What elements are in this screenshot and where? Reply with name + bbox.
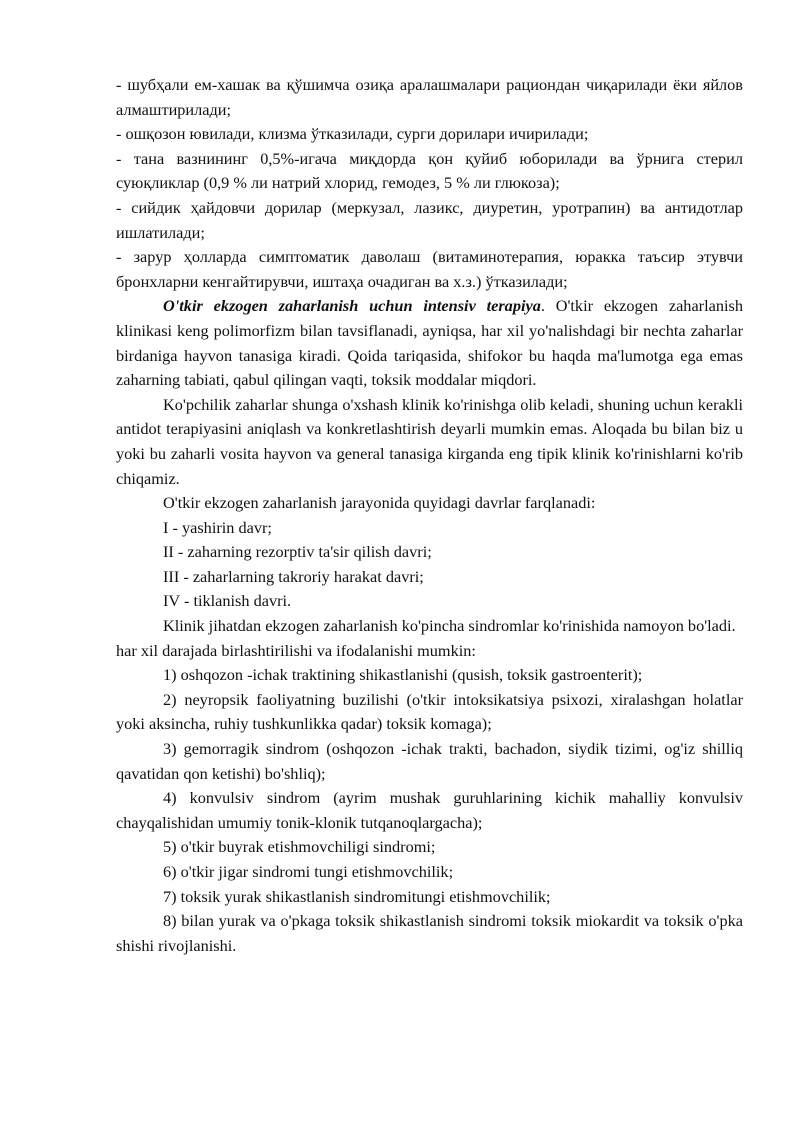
paragraph-5: - зарур ҳолларда симптоматик даволаш (витаминотерапия, юракка таъсир этувчи бронхларни кенгайтирувчи, иштаҳа очадиган ва х.з.) ўтказилади;	[116, 247, 743, 291]
syndrome-item-1: 1) oshqozon -ichak traktining shikastlanishi (qusish, toksik gastroenterit);	[163, 665, 643, 685]
paragraph-2: - ошқозон ювилади, клизма ўтказилади, сурги дорилари ичирилади;	[116, 124, 589, 144]
syndrome-item-4: 4) konvulsiv sindrom (ayrim mushak guruhlarining kichik mahalliy konvulsiv chayqalishidan umumiy tonik-klonik tutqanoqlargacha);	[116, 788, 743, 832]
syndrome-item-5: 5) o'tkir buyrak etishmovchiligi sindromi;	[163, 837, 436, 857]
paragraph-4: - сийдик ҳайдовчи дорилар (меркузал, лазикс, диуретин, уротрапин) ва антидотлар ишлатилади;	[116, 197, 743, 242]
paragraph-1: - шубҳали ем-хашак ва қўшимча озиқа аралашмалари рациондан чиқарилади ёки яйлов алмаштирилади;	[116, 75, 743, 119]
syndrome-item-3: 3) gemorragik sindrom (oshqozon -ichak trakti, bachadon, siydik tizimi, og'iz shilliq qavatidan qon ketishi) bo'shliq);	[116, 739, 743, 783]
paragraph-7: Ko'pchilik zaharlar shunga o'xshash klinik ko'rinishga olib keladi, shuning uchun kerakli antidot terapiyasini aniqlash va konkretlashtirish deyarli mumkin emas. Aloqada bu bilan biz u yoki bu zaharli vosita hayvon va general tanasiga kirganda eng tipik klinik ko'rinishlarni ko'rib chiqamiz.	[116, 394, 743, 488]
period-item-2: II - zaharning rezorptiv ta'sir qilish davri;	[163, 542, 432, 562]
period-item-3: III - zaharlarning takroriy harakat davri;	[163, 566, 424, 586]
paragraph-8: O'tkir ekzogen zaharlanish jarayonida quyidagi davrlar farqlanadi:	[163, 493, 596, 513]
period-item-1: I - yashirin davr;	[163, 517, 272, 537]
section-heading: O'tkir ekzogen zaharlanish uchun intensiv terapiya	[163, 296, 541, 316]
syndrome-item-8: 8) bilan yurak va o'pkaga toksik shikastlanish sindromi toksik miokardit va toksik o'pka shishi rivojlanishi.	[116, 911, 743, 955]
document-page	[116, 73, 743, 958]
syndrome-item-2: 2) neyropsik faoliyatning buzilishi (o'tkir intoksikatsiya psixozi, xiralashgan holatlar yoki aksincha, ruhiy tushkunlikka qadar) toksik komaga);	[116, 689, 743, 734]
section-intro-text: . O'tkir ekzogen zaharlanish klinikasi keng polimorfizm bilan tavsiflanadi, ayniqsa, har xil yo'nalishdagi bir nechta zaharlar birdaniga hayvon tanasiga kiradi. Qoida tariqasida, shifokor bu haqda ma'lumotga ega emas zaharning tabiati, qabul qilingan vaqti, toksik moddalar miqdori.	[116, 296, 743, 390]
syndrome-item-6: 6) o'tkir jigar sindromi tungi etishmovchilik;	[163, 862, 454, 881]
paragraph-14: har xil darajada birlashtirilishi va ifodalanishi mumkin:	[116, 640, 476, 660]
paragraph-6	[116, 294, 743, 392]
syndrome-item-7: 7) toksik yurak shikastlanish sindromitungi etishmovchilik;	[163, 886, 551, 906]
paragraph-3: - тана вазнининг 0,5%-игача миқдорда қон қуйиб юборилади ва ўрнига стерил суюқликлар (0,9 % ли натрий хлорид, гемодез, 5 % ли глюкоза);	[116, 148, 743, 193]
period-item-4: IV - tiklanish davri.	[163, 591, 292, 611]
paragraph-13: Klinik jihatdan ekzogen zaharlanish ko'pincha sindromlar ko'rinishida namoyon bo'ladi.	[163, 616, 736, 636]
